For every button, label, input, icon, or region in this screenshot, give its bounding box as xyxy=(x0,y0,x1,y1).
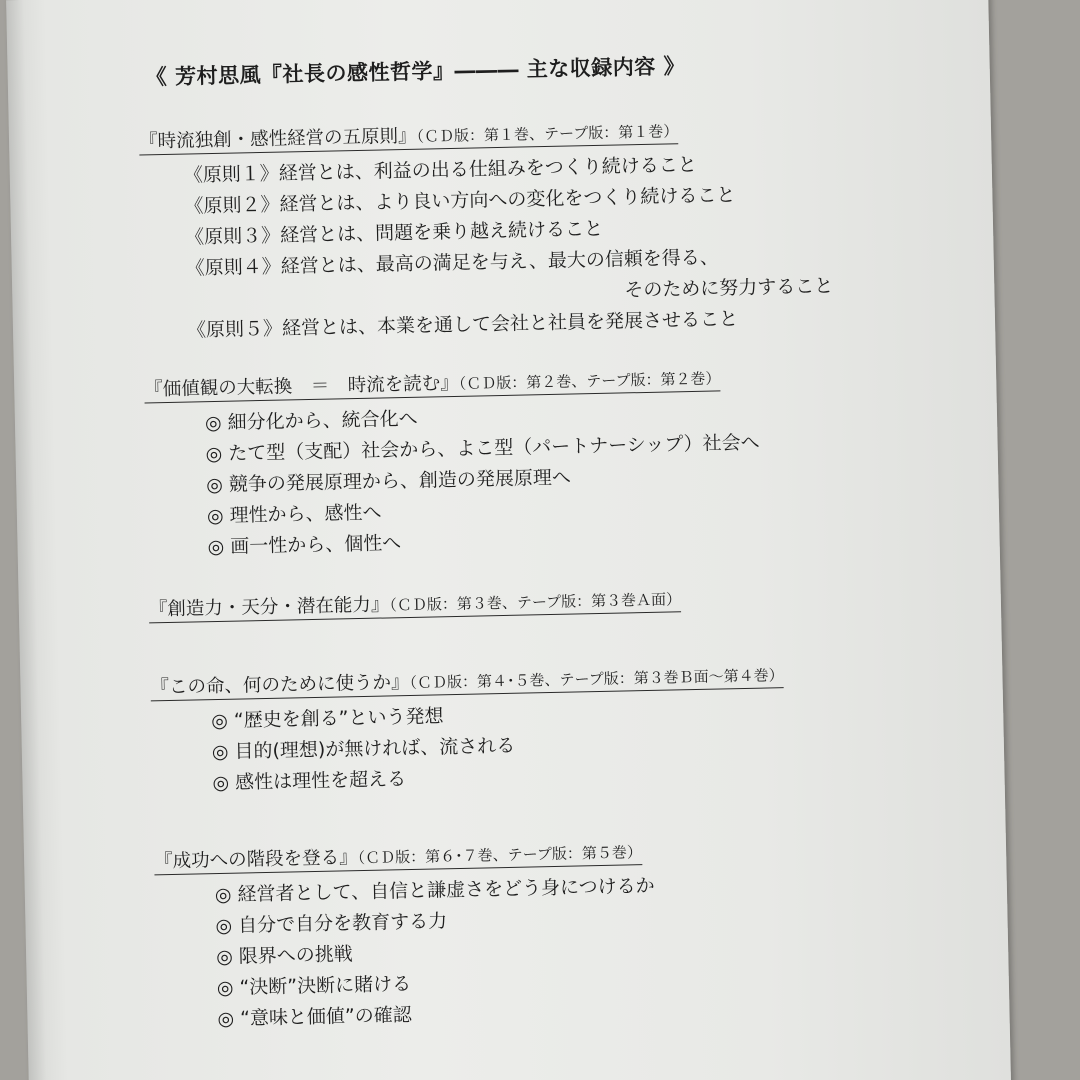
section-title: 『創造力・天分・潜在能力』 xyxy=(148,594,390,621)
section-edition-note: （ＣＤ版：第６･７巻、テープ版：第５巻） xyxy=(357,843,643,868)
document-page xyxy=(6,0,1011,1080)
list-item: 《原則５》経営とは、本業を通して会社と社員を発展させること xyxy=(186,308,739,342)
section-title: 『成功への階段を登る』 xyxy=(153,847,358,873)
list-item: ◎ 自分で自分を教育する力 xyxy=(215,910,448,938)
list-item: 《原則２》経営とは、より良い方向への変化をつくり続けること xyxy=(184,184,736,218)
bullet-list xyxy=(145,394,868,564)
section-title: 『価値観の大転換 ＝ 時流を読む』 xyxy=(144,372,459,401)
list-item: ◎ 感性は理性を超える xyxy=(212,768,407,795)
section-heading xyxy=(154,837,642,875)
section-edition-note: （ＣＤ版：第４･５巻、テープ版：第３巻Ｂ面〜第４巻） xyxy=(409,666,784,692)
list-item: ◎ “意味と価値”の確認 xyxy=(217,1004,412,1031)
principle-list xyxy=(140,146,864,347)
document-title: 《 芳村思風『社長の感性哲学』――― 主な収録内容 》 xyxy=(145,54,686,90)
section-title: 『この命、何のために使うか』 xyxy=(150,671,410,699)
list-item: ◎ 目的(理想)が無ければ、流される xyxy=(211,734,516,764)
list-item: ◎ “決断”決断に賭ける xyxy=(216,973,412,1000)
list-item: ◎ 細分化から、統合化へ xyxy=(204,407,418,435)
list-item: ◎ 競争の発展原理から、創造の発展原理へ xyxy=(206,466,572,497)
list-item: 《原則１》経営とは、利益の出る仕組みをつくり続けること xyxy=(183,153,697,187)
list-item: ◎ 画一性から、個性へ xyxy=(207,532,402,559)
list-item-continuation: そのために努力すること xyxy=(624,275,834,302)
list-item: ◎ “歴史を創る”という発想 xyxy=(211,705,444,733)
bullet-list xyxy=(155,866,878,1036)
section-heading xyxy=(149,584,682,623)
list-item: ◎ 限界への挑戦 xyxy=(215,943,354,969)
list-item: 《原則３》経営とは、問題を乗り越え続けること xyxy=(184,217,604,249)
list-item: ◎ 理性から、感性へ xyxy=(206,501,382,528)
section-edition-note: （ＣＤ版：第１巻、テープ版：第１巻） xyxy=(416,122,679,146)
section-five-principles xyxy=(139,112,863,347)
section-purpose-of-life xyxy=(150,658,873,800)
section-edition-note: （ＣＤ版：第３巻、テープ版：第３巻Ａ面） xyxy=(389,590,682,615)
list-item: 《原則４》経営とは、最高の満足を与え、最大の信頼を得る、 xyxy=(185,246,720,280)
page-edge-shadow xyxy=(6,0,47,1080)
section-values-shift xyxy=(144,360,868,564)
list-item: ◎ 経営者として、自信と謙虚さをどう身につけるか xyxy=(214,874,655,907)
list-item: ◎ たて型（支配）社会から、よこ型（パートナーシップ）社会へ xyxy=(205,431,760,466)
bullet-list xyxy=(151,692,873,800)
section-heading xyxy=(144,363,721,403)
section-steps-to-success xyxy=(154,832,878,1036)
section-creativity xyxy=(149,580,869,623)
section-heading xyxy=(139,116,679,155)
section-title: 『時流独創・感性経営の五原則』 xyxy=(138,125,417,153)
section-edition-note: （ＣＤ版：第２巻、テープ版：第２巻） xyxy=(458,369,721,393)
